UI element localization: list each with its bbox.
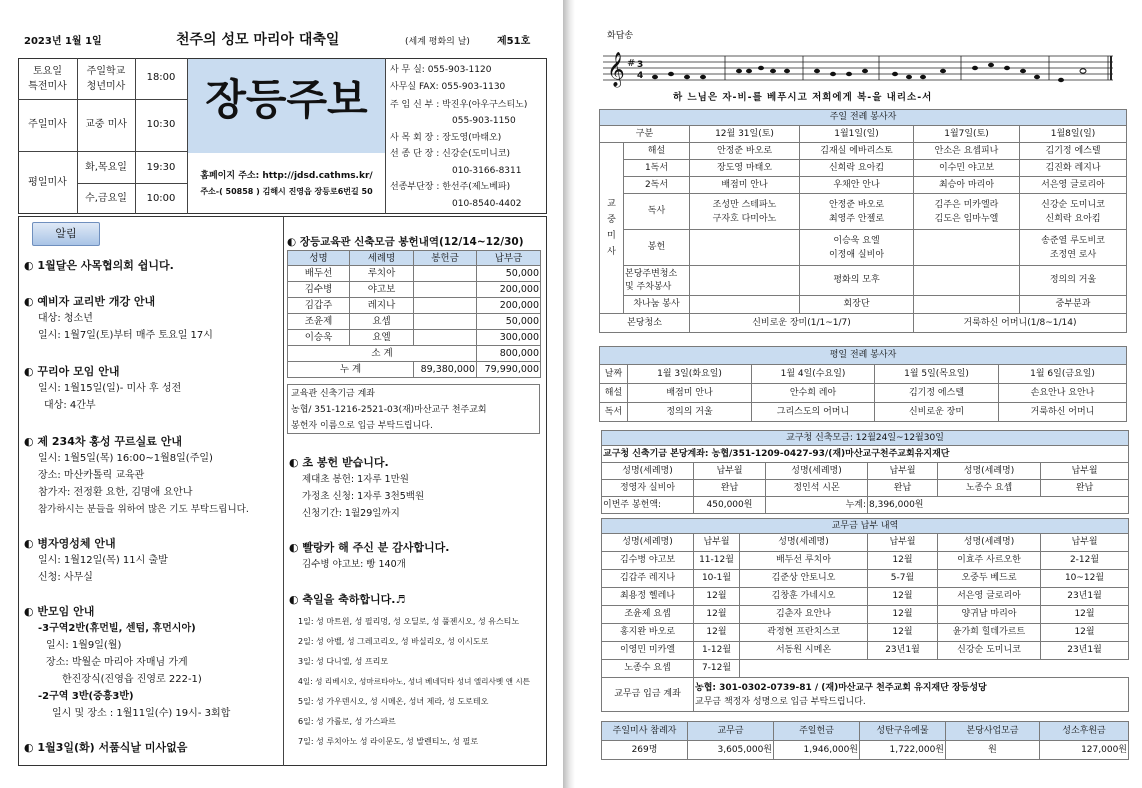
sunday-servers-table: 주일 전례 봉사자 구분 12월 31일(토) 1월1일(일) 1월7일(토) 1월8일(일) 교중미사 해설 안정준 바오로 김재실 에바리스토 안소은 요셉피나 김기정 에스텔 1독서 장도영 마태오 신희락 요아킴 이수민 야고보 김진화 레지나 2독서 배점미 안나 우채안 안나 최승아 마리아 서은영 글로리아 독사 조성만 스테파노 구자호 다미아노 안정준 바오로 최영주 안젤로 김주은 미카엘라 김도은 임마누엘 신강순 도미니코 신희락 요아킴 봉헌 이승욱 요엘 이정애 실비아 송준열 루도비코 조정연 로사 본당주변청소 및 주차봉사 평화의 모후 정의의 거울 차나눔 봉사 회장단 중부분과 본당청소 신비로운 장미(1/1~1/7) 거룩하신 어머니(1/8~1/14) (599, 109, 1127, 333)
issue-date: 2023년 1월 1일 (24, 36, 102, 47)
hymn-label: 화답송 (607, 31, 634, 41)
mass-sat-label: 토요일 특전미사 (28, 66, 67, 92)
notice-6-line-4: 한진장식(진영읍 진영로 222-1) (62, 674, 202, 685)
diocese-title: 교구청 신축모금: 12월24일~12월30일 (602, 431, 1129, 446)
notice-7-title: ◐ 1월3일(화) 서품식날 미사없음 (24, 741, 188, 754)
bread-title: ◐ 빨랑카 해 주신 분 감사합니다. (289, 541, 450, 554)
notice-1-title: ◐ 1월달은 사목협의회 쉽니다. (24, 259, 174, 272)
mass-sun-sub: 교중 미사 (85, 119, 127, 130)
notice-6-line-1: -3구역2반(휴먼빌, 센텀, 휴먼시아) (38, 623, 196, 634)
table-row: 조윤제 요셉 12월 김춘자 요안나 12월 양귀남 마리아 12월 (602, 606, 1129, 624)
contact-office: 사 무 실: 055-903-1120 (390, 65, 492, 75)
mass-week-time2: 10:00 (146, 193, 176, 204)
table-row: 독사 조성만 스테파노 구자호 다미아노 안정준 바오로 최영주 안젤로 김주은 미카엘라 김도은 임마누엘 신강순 도미니코 신희락 요아킴 (600, 194, 1127, 230)
subtotal-row: 소 계 800,000 (288, 346, 541, 362)
svg-text:𝄞: 𝄞 (607, 52, 625, 87)
mass-sat-time: 18:00 (146, 72, 176, 83)
music-staff (603, 46, 1113, 90)
table-row: 차나눔 봉사 회장단 중부분과 (600, 296, 1127, 314)
notice-4-line-1: 일시: 1월5일(목) 16:00~1월8일(주일) (38, 453, 213, 464)
col-pledge: 봉헌금 (414, 251, 477, 266)
table-row: 김갑주 레지나 10-1월 김준상 안토니오 5-7월 오중두 베드로 10~12월 (602, 570, 1129, 588)
diocese-fund-table: 교구청 신축모금: 12월24일~12월30일 교구청 신축기금 본당계좌: 농협/351-1209-0427-93/(재)마산교구천주교회유지재단 성명(세례명) 납부월 성명(세례명) 납부월 성명(세례명) 납부월 정영자 실비아 완납 정인석 시몬 완납 노종수 요셉 완납 이번주 봉헌액: 450,000원 누계: 8,396,000원 (601, 430, 1129, 514)
notice-5-title: ◐ 병자영성체 안내 (24, 537, 116, 550)
table-row: 봉헌 이승욱 요엘 이정애 실비아 송준열 루도비코 조정연 로사 (600, 230, 1127, 266)
col-paid: 납부금 (477, 251, 541, 266)
candle-line-2: 가정초 신청: 1자루 3천5백원 (302, 491, 425, 502)
notice-5-line-2: 신청: 사무실 (38, 572, 93, 583)
notice-2-line-2: 일시: 1월7일(토)부터 매주 토요일 17시 (38, 330, 213, 341)
notice-6-line-2: 일시: 1월9일(월) (46, 640, 122, 651)
notice-6-line-5: -2구역 3반(중흥3반) (38, 691, 134, 702)
notice-5-line-1: 일시: 1월12일(목) 11시 출발 (38, 555, 168, 566)
bread-line-1: 김수병 야고보: 빵 140개 (302, 559, 406, 570)
notice-4-line-2: 장소: 마산카톨릭 교육관 (38, 470, 145, 481)
notice-4-title: ◐ 제 234차 홍성 꾸르실료 안내 (24, 435, 182, 448)
donation-note-2: 농협/ 351-1216-2521-03(재)마산교구 천주교회 (291, 405, 487, 415)
notice-3-line-2: 대상: 4간부 (44, 400, 96, 411)
diocese-summary: 이번주 봉헌액: 450,000원 누계: 8,396,000원 (602, 497, 1129, 514)
feast-title: ◐ 축일을 축하합니다.♬ (289, 593, 406, 606)
sunday-title: 주일 전례 봉사자 (600, 110, 1127, 126)
issue-number: 제51호 (497, 36, 531, 47)
notice-tab-label: 알림 (55, 227, 77, 240)
donation-table (287, 250, 541, 378)
table-row: 본당주변청소 및 주차봉사 평화의 모후 정의의 거울 (600, 266, 1127, 296)
mass-week-sub2: 수,금요일 (85, 193, 127, 204)
feast-line-3: 3일: 성 다니엘, 성 프리모 (298, 657, 389, 666)
dues-account-row: 교무금 입금 계좌 농협: 301-0302-0739-81 / (재)마산교구 천주교회 유지재단 장등성당 교무금 책정자 성명으로 입금 부탁드립니다. (602, 678, 1129, 712)
contact-leader-phone: 010-3166-8311 (452, 166, 522, 176)
dues-account-1: 농협: 301-0302-0739-81 / (재)마산교구 천주교회 유지재단 장등성당 (695, 682, 987, 693)
issue-subtitle: (세계 평화의 날) (405, 37, 470, 47)
feast-line-6: 6일: 성 가롤로, 성 가스파르 (298, 717, 396, 726)
weekday-servers-table: 평일 전례 봉사자 날짜 1월 3일(화요일) 1월 4일(수요일) 1월 5일(목요일) 1월 6일(금요일) 해설 배점미 안나 안수희 레아 김기정 에스텔 손요안나 요안나 독서 정의의 거울 그리스도의 어머니 신비로운 장미 거룩하신 어머니 (599, 346, 1127, 422)
left-page (0, 0, 560, 788)
mass-week-sub1: 화,목요일 (85, 162, 127, 173)
svg-text:4: 4 (637, 71, 644, 81)
table-row: 2독서 배점미 안나 우채안 안나 최승아 마리아 서은영 글로리아 (600, 177, 1127, 194)
dues-title: 교무금 납부 내역 (602, 519, 1129, 534)
donation-note-3: 봉헌자 이름으로 입금 부탁드립니다. (291, 421, 433, 431)
right-page (575, 0, 1142, 788)
notice-4-line-4: 참가하시는 분들을 위하여 많은 기도 부탁드립니다. (38, 504, 249, 515)
candle-line-1: 제대초 봉헌: 1자루 1만원 (302, 474, 409, 485)
notice-6-line-6: 일시 및 장소 : 1월11일(수) 19시- 3회합 (52, 708, 231, 719)
contact-subleader: 선종부단장 : 한선주(제노베파) (390, 182, 511, 192)
weekday-title: 평일 전례 봉사자 (600, 347, 1127, 365)
table-row: 본당청소 신비로운 장미(1/1~1/7) 거룩하신 어머니(1/8~1/14) (600, 314, 1127, 333)
contact-subleader-phone: 010-8540-4402 (452, 199, 522, 209)
feast-line-1: 1일: 성 마트윈, 성 필리멍, 성 오딜로, 성 풀젠시오, 성 유스티노 (298, 617, 520, 626)
contact-pastor-phone: 055-903-1150 (452, 116, 516, 126)
diocese-account: 교구청 신축기금 본당계좌: 농협/351-1209-0427-93/(재)마산교구천주교회유지재단 (602, 446, 1129, 463)
mass-sun-label: 주일미사 (28, 119, 67, 130)
dues-account-2: 교무금 책정자 성명으로 입금 부탁드립니다. (695, 696, 866, 707)
feast-line-5: 5일: 성 가우덴시오, 성 시메온, 성녀 제라, 성 도로테오 (298, 697, 489, 706)
church-address: 주소-( 50858 ) 김해시 진영읍 장등로6번길 50 (200, 187, 373, 196)
table-row: 배두선 루치아 50,000 (288, 266, 541, 282)
col-name: 성명 (288, 251, 350, 266)
total-row: 누 계 89,380,000 79,990,000 (288, 362, 541, 378)
table-row: 교중미사 해설 안정준 바오로 김재실 에바리스토 안소은 요셉피나 김기정 에스텔 (600, 143, 1127, 160)
table-row: 김수병 야고보 11-12월 배두선 루치아 12월 이효주 사르오한 2-12월 (602, 552, 1129, 570)
feast-line-4: 4일: 성 리베시오, 성마르타아노, 성녀 베네딕타 성녀 엘리사벳 앤 시튼 (298, 677, 530, 686)
contact-council: 사 목 회 장 : 장도영(마태오) (390, 133, 502, 143)
issue-title: 천주의 성모 마리아 대축일 (176, 32, 340, 48)
notice-6-line-3: 장소: 박월순 마리아 자매님 가게 (46, 657, 188, 668)
notice-3-title: ◐ 꾸리아 모임 안내 (24, 365, 120, 378)
contact-pastor: 주 임 신 부 : 박진우(아우구스티노) (390, 100, 528, 110)
hymn-lyrics: 하 느님은 자-비-를 베푸시고 저희에게 복-을 내리소-서 (673, 92, 933, 103)
svg-text:#: # (627, 58, 636, 69)
feast-line-2: 2일: 성 아벨, 성 그레고리오, 성 바실리오, 성 이시도로 (298, 637, 489, 646)
notice-2-title: ◐ 예비자 교리반 개강 안내 (24, 295, 156, 308)
table-row: 김수병 야고보 200,000 (288, 282, 541, 298)
notice-3-line-1: 일시: 1월15일(일)- 미사 후 성전 (38, 383, 182, 394)
donation-note-1: 교육관 신축기금 계좌 (291, 389, 375, 399)
table-row: 해설 배점미 안나 안수희 레아 김기정 에스텔 손요안나 요안나 (600, 384, 1127, 403)
svg-text:3: 3 (637, 60, 644, 70)
table-row: 최용정 헬레나 12월 김창훈 가네시오 12월 서은영 글로리아 23년1월 (602, 588, 1129, 606)
notice-2-line-1: 대상: 청소년 (38, 313, 93, 324)
mass-sun-time: 10:30 (146, 119, 176, 130)
table-row: 1독서 장도영 마태오 신희락 요아킴 이수민 야고보 김진화 레지나 (600, 160, 1127, 177)
notice-4-line-3: 참가자: 전정환 요한, 김명애 요안나 (38, 487, 193, 498)
bulletin-logo: 장등주보 (205, 75, 368, 124)
dues-table: 교무금 납부 내역 성명(세례명) 납부월 성명(세례명) 납부월 성명(세례명) 납부월 김수병 야고보 11-12월 배두선 루치아 12월 이효주 사르오한 2-12월 김갑주 레지나 10-1월 김준상 안토니오 5-7월 오중두 베드로 10~12월 최용정 헬레나 12월 김창훈 가네시오 12월 서은영 글로리아 23년1월 조윤제 요셉 12월 김춘자 요안나 12월 양귀남 마리아 12월 홍지완 바오로 12월 곽정현 프란치스코 12월 윤가희 힐데가르트 12월 이영민 미카엘 1-12월 서동원 시메온 23년1월 신강순 도미니코 23년1월 노종수 요셉 7-12월 교무금 입금 계좌 농협: 301-0302-0739-81 / (재)마산교구 천주교회 유지재단 장등성당 교무금 책정자 성명으로 입금 부탁드립니다. (601, 518, 1129, 712)
mass-week-label: 평일미사 (28, 177, 67, 188)
table-row: 269명 3,605,000원 1,946,000원 1,722,000원 원 127,000원 (602, 741, 1129, 760)
table-row: 홍지완 바오로 12월 곽정현 프란치스코 12월 윤가희 힐데가르트 12월 (602, 624, 1129, 642)
donation-title: ◐ 장등교육관 신축모금 봉헌내역(12/14~12/30) (287, 236, 524, 248)
col-baptism: 세례명 (350, 251, 414, 266)
candle-title: ◐ 초 봉헌 받습니다. (289, 456, 389, 469)
table-row: 김갑주 레지나 200,000 (288, 298, 541, 314)
contact-fax: 사무실 FAX: 055-903-1130 (390, 82, 506, 92)
table-row: 이영민 미카엘 1-12월 서동원 시메온 23년1월 신강순 도미니코 23년1월 (602, 642, 1129, 660)
contact-leader: 선 종 단 장 : 신강순(도미니코) (390, 149, 510, 159)
offering-stats-table: 주일미사 참례자 교무금 주일헌금 성탄구유예물 본당사업모금 성소후원금 269명 3,605,000원 1,946,000원 1,722,000원 원 127,000원 (601, 721, 1129, 760)
feast-line-7: 7일: 성 루치아노 성 라이문도, 성 발렌티노, 성 필로 (298, 737, 479, 746)
table-row: 이승욱 요엘 300,000 (288, 330, 541, 346)
homepage-link[interactable]: 홈페이지 주소: http://jdsd.cathms.kr/ (200, 171, 373, 181)
group-label: 교중미사 (600, 143, 624, 314)
table-row: 정영자 실비아 완납 정인석 시몬 완납 노종수 요셉 완납 (602, 480, 1129, 497)
notice-6-title: ◐ 반모임 안내 (24, 605, 95, 618)
mass-week-time1: 19:30 (146, 162, 176, 173)
table-row: 노종수 요셉 7-12월 (602, 660, 1129, 678)
mass-sat-sub: 주일학교 청년미사 (86, 66, 126, 92)
table-row: 독서 정의의 거울 그리스도의 어머니 신비로운 장미 거룩하신 어머니 (600, 403, 1127, 422)
table-row: 조윤제 요셉 50,000 (288, 314, 541, 330)
candle-line-3: 신청기간: 1월29일까지 (302, 508, 400, 519)
page-gutter (563, 0, 575, 788)
